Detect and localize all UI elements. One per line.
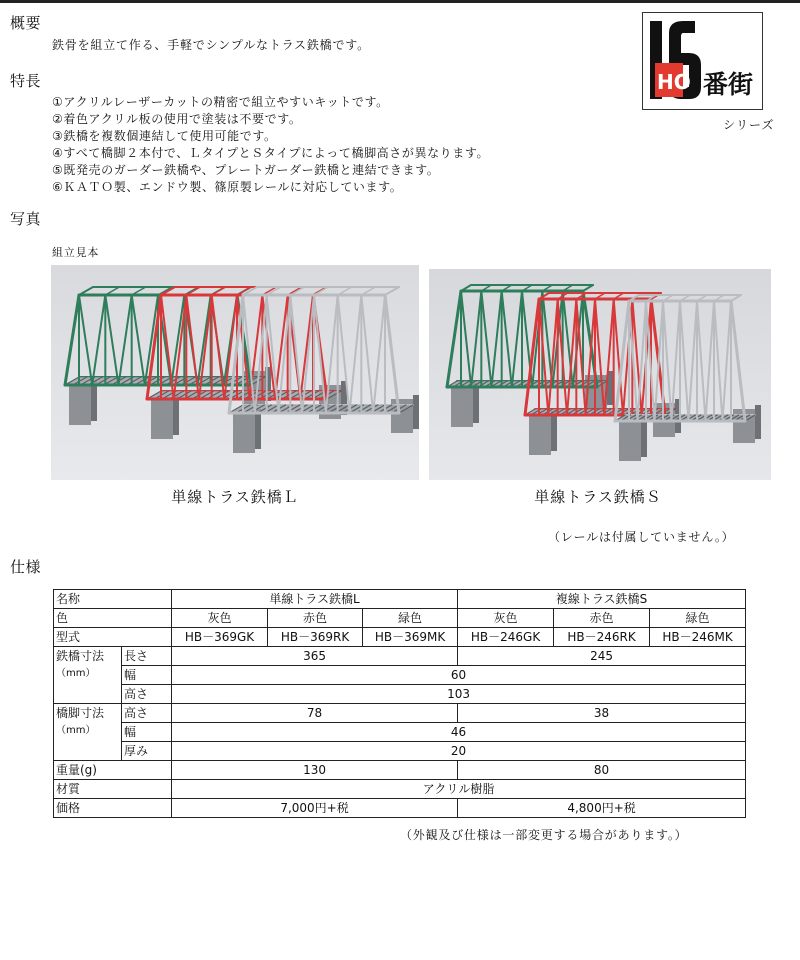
overview-heading: 概要 bbox=[10, 14, 42, 32]
feature-item: ①アクリルレーザーカットの精密で組立やすいキットです。 bbox=[52, 95, 389, 109]
pier-height-s: 38 bbox=[458, 704, 746, 723]
length-label: 長さ bbox=[122, 647, 172, 666]
photo-bridge-s bbox=[429, 269, 771, 480]
table-row bbox=[54, 628, 746, 647]
table-row bbox=[54, 685, 746, 704]
specs-heading: 仕様 bbox=[10, 558, 42, 576]
material-label: 材質 bbox=[54, 780, 172, 799]
pier-dim-group bbox=[54, 704, 122, 761]
length-s: 245 bbox=[458, 647, 746, 666]
sample-label: 組立見本 bbox=[52, 246, 100, 259]
photos-heading: 写真 bbox=[10, 210, 42, 228]
model-cell: HB－369RK bbox=[268, 628, 363, 647]
table-row bbox=[54, 704, 746, 723]
table-row bbox=[54, 761, 746, 780]
feature-item: ④すべて橋脚２本付で、ＬタイプとＳタイプによって橋脚高さが異なります。 bbox=[52, 146, 490, 160]
model-cell: HB－246MK bbox=[650, 628, 746, 647]
feature-item: ⑤既発売のガーダー鉄橋や、プレートガーダー鉄橋と連結できます。 bbox=[52, 163, 440, 177]
price-s: 4,800円+税 bbox=[458, 799, 746, 818]
width-label: 幅 bbox=[122, 666, 172, 685]
color-cell: 灰色 bbox=[172, 609, 268, 628]
thickness-label: 厚み bbox=[122, 742, 172, 761]
table-row bbox=[54, 609, 746, 628]
feature-item: ③鉄橋を複数個連結して使用可能です。 bbox=[52, 129, 277, 143]
name-label: 名称 bbox=[54, 590, 172, 609]
pier-width-label: 幅 bbox=[122, 723, 172, 742]
color-cell: 赤色 bbox=[268, 609, 363, 628]
thickness-value: 20 bbox=[172, 742, 746, 761]
bridge-dim-label: 鉄橋寸法 bbox=[56, 649, 105, 663]
table-row bbox=[54, 647, 746, 666]
top-rule bbox=[0, 0, 800, 3]
table-row bbox=[54, 780, 746, 799]
features-heading: 特長 bbox=[10, 72, 42, 90]
spec-table bbox=[53, 589, 746, 818]
series-logo bbox=[642, 12, 763, 110]
color-label: 色 bbox=[54, 609, 172, 628]
feature-item: ⑥ＫＡＴＯ製、エンドウ製、篠原製レールに対応しています。 bbox=[52, 180, 403, 194]
color-cell: 灰色 bbox=[458, 609, 554, 628]
pier-dim-label: 橋脚寸法 bbox=[56, 706, 105, 720]
price-l: 7,000円+税 bbox=[172, 799, 458, 818]
table-row bbox=[54, 723, 746, 742]
caption-bridge-s: 単線トラス鉄橋Ｓ bbox=[534, 488, 662, 506]
rail-note: （レールは付属していません。） bbox=[548, 530, 735, 544]
overview-text: 鉄骨を組立て作る、手軽でシンプルなトラス鉄橋です。 bbox=[52, 38, 370, 52]
logo-kanji: 番街 bbox=[703, 70, 754, 99]
features-list bbox=[52, 94, 489, 196]
length-l: 365 bbox=[172, 647, 458, 666]
series-label: シリーズ bbox=[723, 118, 775, 132]
pier-dim-unit: （mm） bbox=[56, 725, 96, 736]
photo-bridge-l bbox=[51, 265, 419, 480]
model-cell: HB－369MK bbox=[363, 628, 458, 647]
bridge-dim-group bbox=[54, 647, 122, 704]
table-row bbox=[54, 666, 746, 685]
weight-s: 80 bbox=[458, 761, 746, 780]
material-value: アクリル樹脂 bbox=[172, 780, 746, 799]
logo-ho: HO bbox=[657, 70, 691, 94]
footer-note: （外観及び仕様は一部変更する場合があります。） bbox=[400, 828, 688, 842]
height-label: 高さ bbox=[122, 685, 172, 704]
weight-l: 130 bbox=[172, 761, 458, 780]
height-value: 103 bbox=[172, 685, 746, 704]
table-row bbox=[54, 590, 746, 609]
bridge-dim-unit: （mm） bbox=[56, 668, 96, 679]
pier-height-label: 高さ bbox=[122, 704, 172, 723]
color-cell: 緑色 bbox=[363, 609, 458, 628]
model-cell: HB－246GK bbox=[458, 628, 554, 647]
weight-label: 重量(g) bbox=[54, 761, 172, 780]
model-cell: HB－246RK bbox=[554, 628, 650, 647]
model-label: 型式 bbox=[54, 628, 172, 647]
price-label: 価格 bbox=[54, 799, 172, 818]
name-s: 複線トラス鉄橋S bbox=[458, 590, 746, 609]
pier-width-value: 46 bbox=[172, 723, 746, 742]
name-l: 単線トラス鉄橋L bbox=[172, 590, 458, 609]
table-row bbox=[54, 799, 746, 818]
model-cell: HB－369GK bbox=[172, 628, 268, 647]
table-row bbox=[54, 742, 746, 761]
color-cell: 赤色 bbox=[554, 609, 650, 628]
width-value: 60 bbox=[172, 666, 746, 685]
feature-item: ②着色アクリル板の使用で塗装は不要です。 bbox=[52, 112, 302, 126]
caption-bridge-l: 単線トラス鉄橋Ｌ bbox=[171, 488, 299, 506]
color-cell: 緑色 bbox=[650, 609, 746, 628]
pier-height-l: 78 bbox=[172, 704, 458, 723]
